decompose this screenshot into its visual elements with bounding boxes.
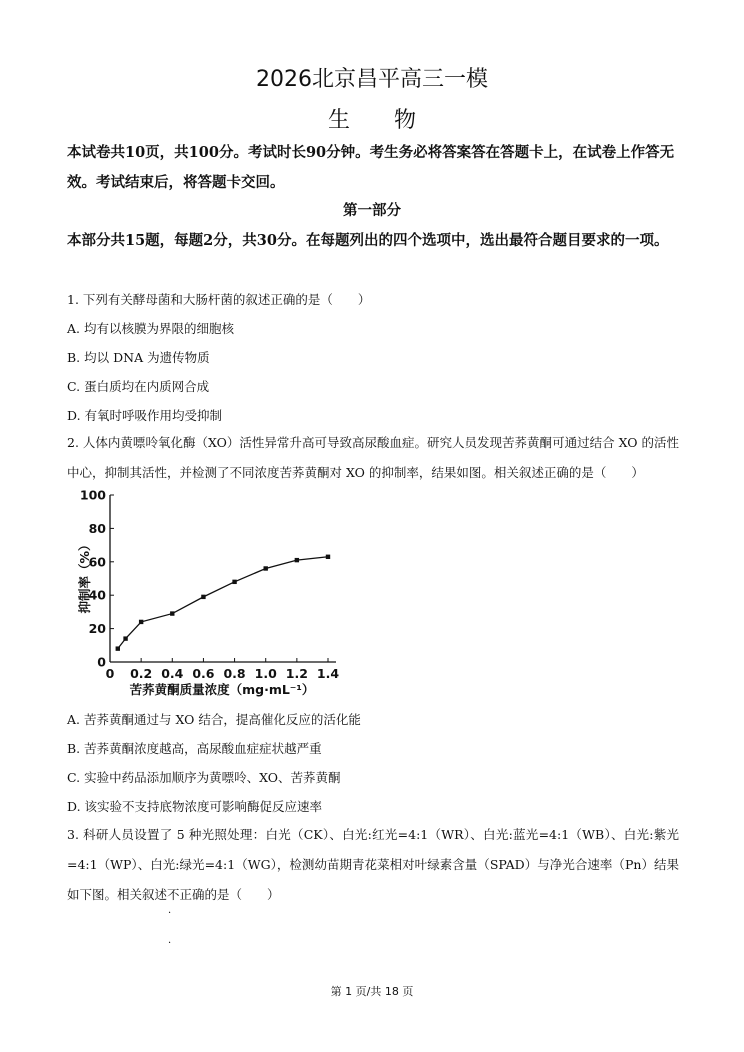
y-tick-label: 0 xyxy=(97,654,106,670)
y-tick-label: 80 xyxy=(88,520,106,536)
q1-option-c: C. 蛋白质均在内质网合成 xyxy=(67,379,210,394)
q3-stem-emphasis: 不 · · xyxy=(167,887,180,902)
q2-stem: 2. 人体内黄嘌呤氧化酶（XO）活性异常升高可导致高尿酸血症。研究人员发现苦荞黄酮可通过结合 XO 的活性中心，抑制其活性，并检测了不同浓度苦荞黄酮对 XO 的抑制率，结果如图。相关叙述正确的是（ ） xyxy=(67,435,679,480)
x-tick-label: 0.6 xyxy=(192,666,215,681)
q2-option-d: D. 该实验不支持底物浓度可影响酶促反应速率 xyxy=(67,799,323,814)
chart-axes xyxy=(110,495,336,662)
data-point xyxy=(326,555,330,559)
x-tick-label: 0.8 xyxy=(223,666,246,681)
q1-option-b: B. 均以 DNA 为遗传物质 xyxy=(67,350,210,365)
x-tick-label: 0.2 xyxy=(130,666,153,681)
y-tick-label: 60 xyxy=(88,554,106,570)
q2-option-b: B. 苦荞黄酮浓度越高，高尿酸血症症状越严重 xyxy=(67,741,322,756)
x-tick-label: 0 xyxy=(105,666,115,681)
y-tick-label: 20 xyxy=(88,621,106,637)
q3-stem xyxy=(67,820,679,910)
x-tick-label: 1.4 xyxy=(316,666,340,681)
inhibition-rate-chart xyxy=(72,484,362,704)
data-point xyxy=(123,636,127,640)
q2-option-a: A. 苦荞黄酮通过与 XO 结合，提高催化反应的活化能 xyxy=(67,712,361,727)
y-axis-label: 抑制率（%） xyxy=(77,538,92,614)
q3-stem-pre: 3. 科研人员设置了 5 种光照处理：白光（CK）、白光:红光=4:1（WR）、白光:蓝光=4:1（WB）、白光:紫光=4:1（WP）、白光:绿光=4:1（WG），检测幼苗期青花菜相对叶绿素含量（SPAD）与净光合速率（Pn）结果如下图。相关叙述 xyxy=(67,827,679,902)
q1-option-a: A. 均有以核膜为界限的细胞核 xyxy=(67,321,234,336)
q1-stem: 1. 下列有关酵母菌和大肠杆菌的叙述正确的是（ ） xyxy=(67,292,371,307)
x-axis-label: 苦荞黄酮质量浓度（mg·mL⁻¹） xyxy=(129,682,315,697)
subject-title: 生物 xyxy=(327,108,460,133)
data-point xyxy=(232,580,236,584)
q1-option-d: D. 有氧时呼吸作用均受抑制 xyxy=(67,408,223,423)
part-description: 本部分共15题，每题2分，共30分。在每题列出的四个选项中，选出最符合题目要求的一项。 xyxy=(67,232,669,249)
data-point xyxy=(201,595,205,599)
series-line xyxy=(118,557,328,649)
x-tick-label: 1.2 xyxy=(285,666,308,681)
data-point xyxy=(116,646,120,650)
q2-option-c: C. 实验中药品添加顺序为黄嘌呤、XO、苦荞黄酮 xyxy=(67,770,341,785)
part-title: 第一部分 xyxy=(343,202,401,219)
q3-stem-post: 正确的是（ ） xyxy=(179,887,280,902)
page-title: 2026北京昌平高三一模 xyxy=(256,67,488,92)
data-point xyxy=(170,611,174,615)
data-points xyxy=(116,555,331,651)
exam-instructions: 本试卷共10页，共100分。考试时长90分钟。考生务必将答案答在答题卡上，在试卷上作答无效。考试结束后，将答题卡交回。 xyxy=(67,144,675,191)
page-footer: 第 1 页/共 18 页 xyxy=(330,985,414,998)
y-tick-label: 100 xyxy=(79,487,106,503)
y-tick-label: 40 xyxy=(88,587,106,603)
x-tick-label: 1.0 xyxy=(254,666,277,681)
data-point xyxy=(295,558,299,562)
x-tick-label: 0.4 xyxy=(161,666,184,681)
data-point xyxy=(264,566,268,570)
data-point xyxy=(139,620,143,624)
